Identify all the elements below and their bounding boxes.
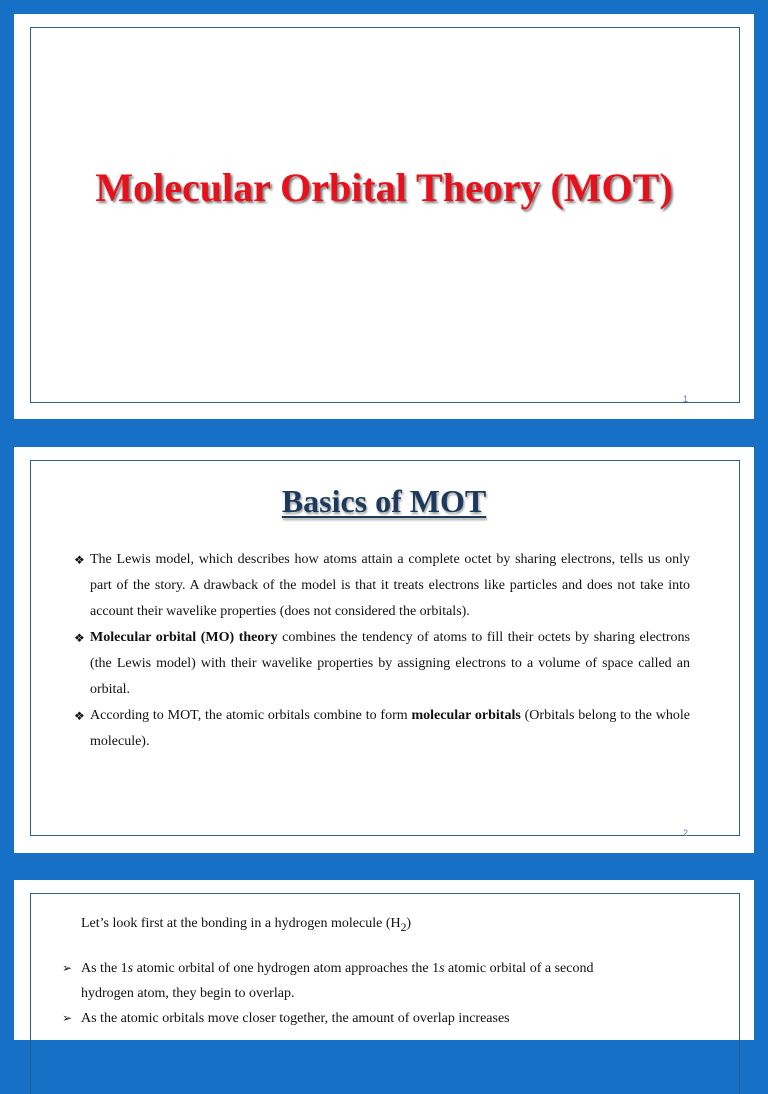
bullet-list xyxy=(62,956,604,1031)
slide-title: Molecular Orbital Theory (MOT) xyxy=(95,165,673,210)
slide-3 xyxy=(14,880,754,1040)
diamond-bullet-icon: ❖ xyxy=(74,553,85,567)
page-number: 2 xyxy=(682,828,688,838)
arrow-bullet-icon: ➢ xyxy=(62,961,73,975)
slide-2 xyxy=(14,447,754,853)
slide-title: Basics of MOT xyxy=(281,483,487,519)
diamond-bullet-icon: ❖ xyxy=(74,709,85,723)
list-item: ➢ As the 1s atomic orbital of one hydrogen atom approaches the 1s atomic orbital of a second hydrogen atom, they begin to overlap. xyxy=(62,956,604,1006)
list-item: ❖ Molecular orbital (MO) theory combines the tendency of atoms to fill their octets by sharing electrons (the Lewis model) with their wavelike properties by assigning electrons to a volume of space called an orbital. xyxy=(74,625,690,703)
list-item: ❖ The Lewis model, which describes how atoms attain a complete octet by sharing electrons, tells us only part of the story. A drawback of the model is that it treats electrons like particles and does not take into account their wavelike properties (does not considered the orbitals). xyxy=(74,547,690,625)
arrow-bullet-icon: ➢ xyxy=(62,1011,73,1025)
intro-text: Let’s look first at the bonding in a hydrogen molecule $(H_2)$ xyxy=(81,916,412,934)
slide-frame xyxy=(30,27,740,403)
bullet-list xyxy=(74,547,690,755)
page-number: 1 xyxy=(682,394,688,404)
list-item: ❖ According to MOT, the atomic orbitals combine to form molecular orbitals (Orbitals belong to the whole molecule). xyxy=(74,703,690,755)
diamond-bullet-icon: ❖ xyxy=(74,631,85,645)
slide-1 xyxy=(14,14,754,419)
list-item: ➢ As the atomic orbitals move closer together, the amount of overlap increases xyxy=(62,1006,604,1031)
